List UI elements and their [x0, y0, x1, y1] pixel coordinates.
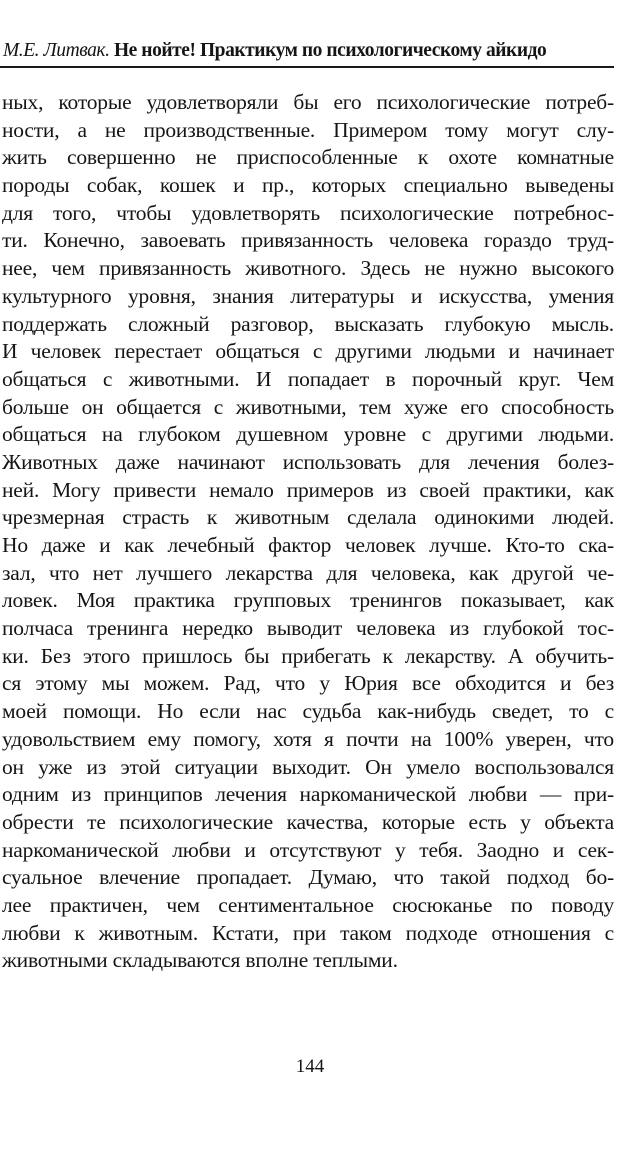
- text-line: удовольствием ему помогу, хотя я почти на 100% уверен, что: [2, 726, 614, 751]
- page-number: 144: [295, 1056, 325, 1077]
- header-rule: [0, 66, 614, 68]
- text-line: любви к животным. Кстати, при таком подходе отношения с: [2, 920, 614, 945]
- text-line: полчаса тренинга нередко выводит человека из глубокой тос-: [2, 616, 614, 641]
- running-head-title: Не нойте! Практикум по психологическому айкидо: [113, 40, 547, 61]
- text-line: больше он общается с животными, тем хуже его способность: [2, 394, 614, 419]
- text-line: ти. Конечно, завоевать привязанность человека гораздо труд-: [2, 228, 614, 253]
- text-line: жить совершенно не приспособленные к охоте комнатные: [2, 145, 614, 170]
- text-line: он уже из этой ситуации выходит. Он умело воспользовался: [2, 754, 614, 779]
- text-line: суальное влечение пропадает. Думаю, что такой подход бо-: [2, 865, 614, 890]
- text-line: И человек перестает общаться с другими людьми и начинает: [2, 339, 614, 364]
- text-line: зал, что нет лучшего лекарства для человека, как другой че-: [2, 560, 614, 585]
- body-text: [2, 89, 614, 975]
- running-head-author: М.Е. Литвак.: [3, 40, 110, 61]
- text-line: Животных даже начинают использовать для лечения болез-: [2, 449, 614, 474]
- text-line: моей помощи. Но если нас судьба как-нибудь сведет, то с: [2, 699, 614, 724]
- running-head: [3, 39, 615, 63]
- text-line: для того, чтобы удовлетворять психологические потребнос-: [2, 200, 614, 225]
- text-line: ся этому мы можем. Рад, что у Юрия все обходится и без: [2, 671, 614, 696]
- text-line: ности, а не производственные. Примером тому могут слу-: [2, 117, 614, 142]
- text-line: лее практичен, чем сентиментальное сюсюканье по поводу: [2, 892, 614, 917]
- text-line: ловек. Моя практика групповых тренингов показывает, как: [2, 588, 614, 613]
- text-line: общаться с животными. И попадает в порочный круг. Чем: [2, 366, 614, 391]
- text-line: породы собак, кошек и пр., которых специально выведены: [2, 173, 614, 198]
- text-line: одним из принципов лечения наркоманической любви — при-: [2, 782, 614, 807]
- text-line: ных, которые удовлетворяли бы его психологические потреб-: [2, 90, 614, 114]
- text-line: обрести те психологические качества, которые есть у объекта: [2, 809, 614, 834]
- text-line: животными складываются вполне теплыми.: [2, 948, 398, 973]
- text-line: наркоманической любви и отсутствуют у тебя. Заодно и сек-: [2, 837, 614, 862]
- text-line: культурного уровня, знания литературы и искусства, умения: [2, 283, 614, 308]
- text-line: нее, чем привязанность животного. Здесь не нужно высокого: [2, 256, 614, 281]
- text-line: общаться на глубоком душевном уровне с другими людьми.: [2, 422, 614, 447]
- text-line: поддержать сложный разговор, высказать глубокую мысль.: [2, 311, 614, 336]
- text-line: Но даже и как лечебный фактор человек лучше. Кто-то ска-: [2, 533, 614, 557]
- text-line: ки. Без этого пришлось бы прибегать к лекарству. А обучить-: [2, 643, 614, 668]
- text-line: ней. Могу привести немало примеров из своей практики, как: [2, 477, 614, 502]
- text-line: чрезмерная страсть к животным сделала одинокими людей.: [2, 505, 614, 530]
